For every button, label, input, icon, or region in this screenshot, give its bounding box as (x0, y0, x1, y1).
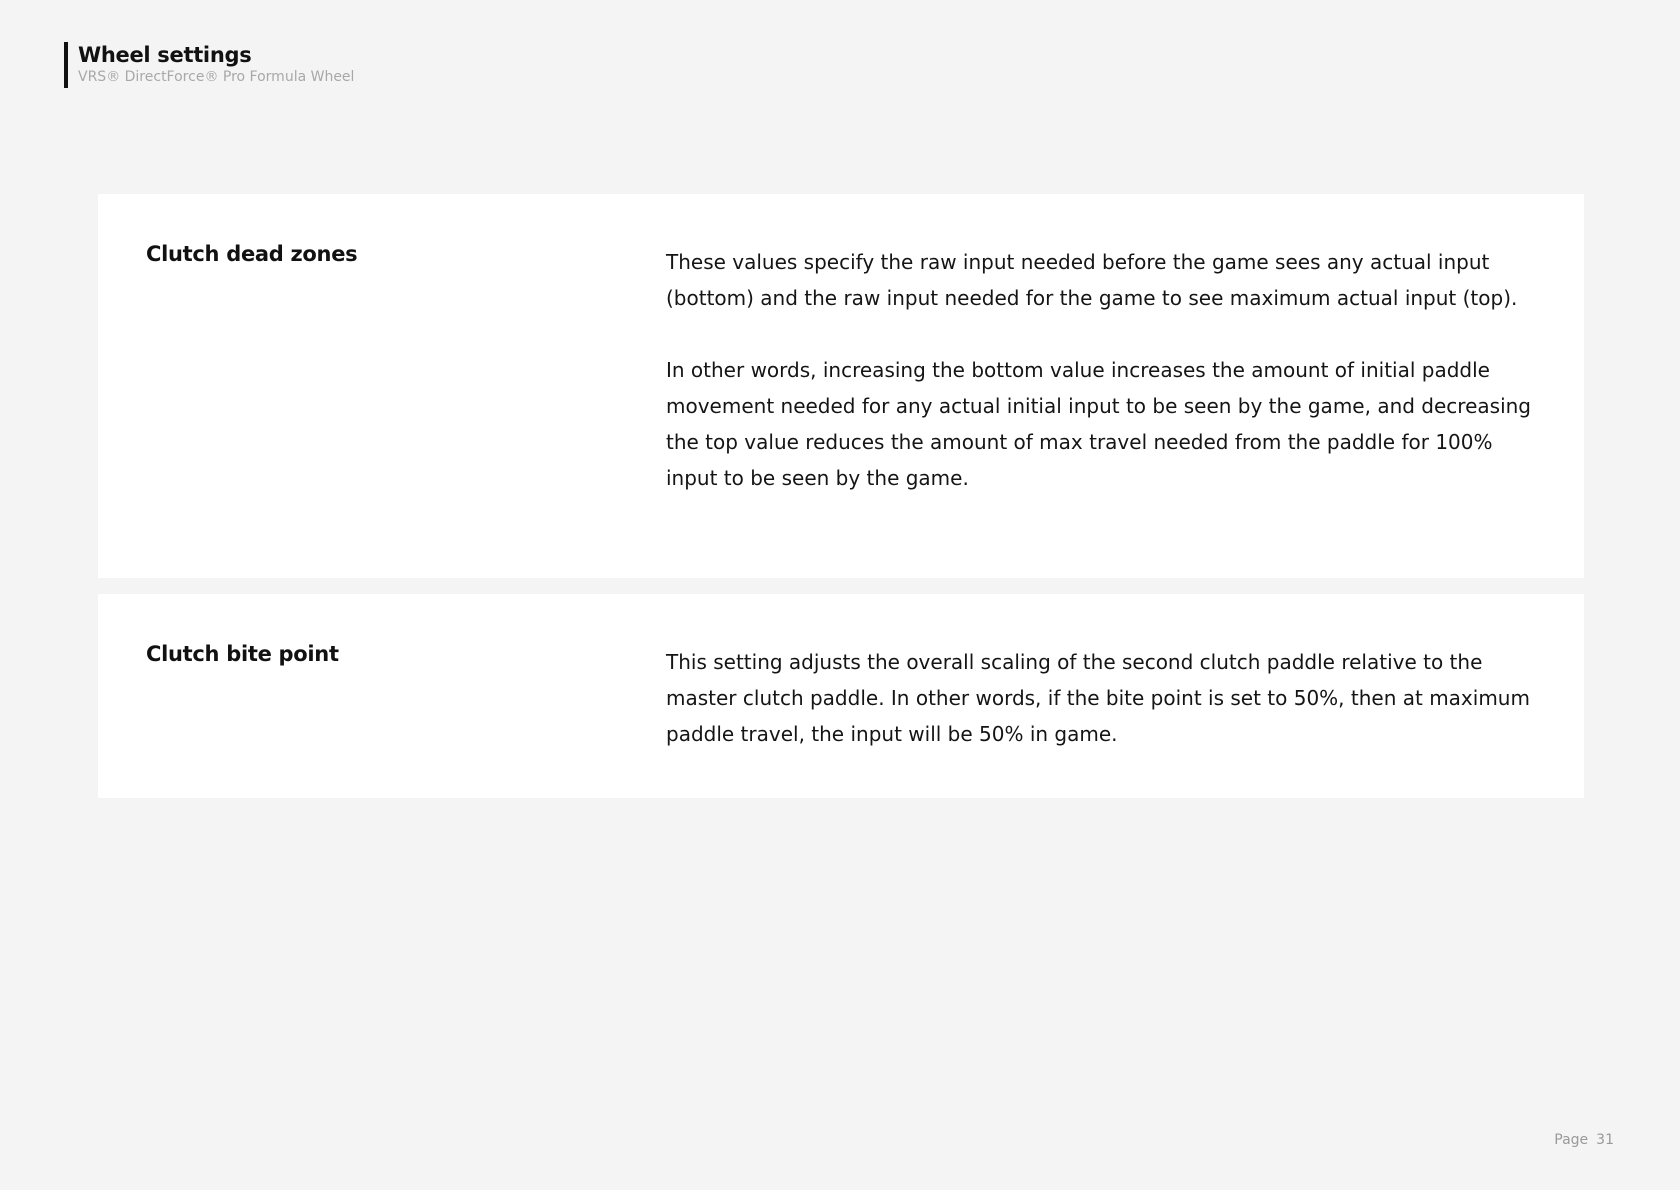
section-paragraph: These values specify the raw input needed before the game sees any actual input (bottom) and the raw input needed for the game to see maximum actual input (top). (666, 250, 1518, 310)
section-body (666, 244, 1546, 496)
page-header (64, 42, 354, 88)
page-number: 31 (1596, 1132, 1614, 1148)
page-label: Page (1554, 1132, 1589, 1148)
section-clutch-bite-point (98, 594, 1584, 798)
page-title: Wheel settings (78, 43, 252, 67)
section-heading: Clutch bite point (146, 642, 339, 666)
section-paragraph: This setting adjusts the overall scaling of the second clutch paddle relative to the master clutch paddle. In other words, if the bite point is set to 50%, then at maximum paddle travel, the input will be 50% in game. (666, 650, 1530, 746)
section-paragraph: In other words, increasing the bottom value increases the amount of initial paddle movement needed for any actual initial input to be seen by the game, and decreasing the top value reduces the amount of max travel needed from the paddle for 100% input to be seen by the game. (666, 358, 1531, 490)
section-clutch-dead-zones (98, 194, 1584, 578)
page-subtitle: VRS® DirectForce® Pro Formula Wheel (78, 69, 355, 85)
page-footer (1554, 1132, 1614, 1148)
section-body (666, 644, 1546, 752)
section-heading: Clutch dead zones (146, 242, 358, 266)
